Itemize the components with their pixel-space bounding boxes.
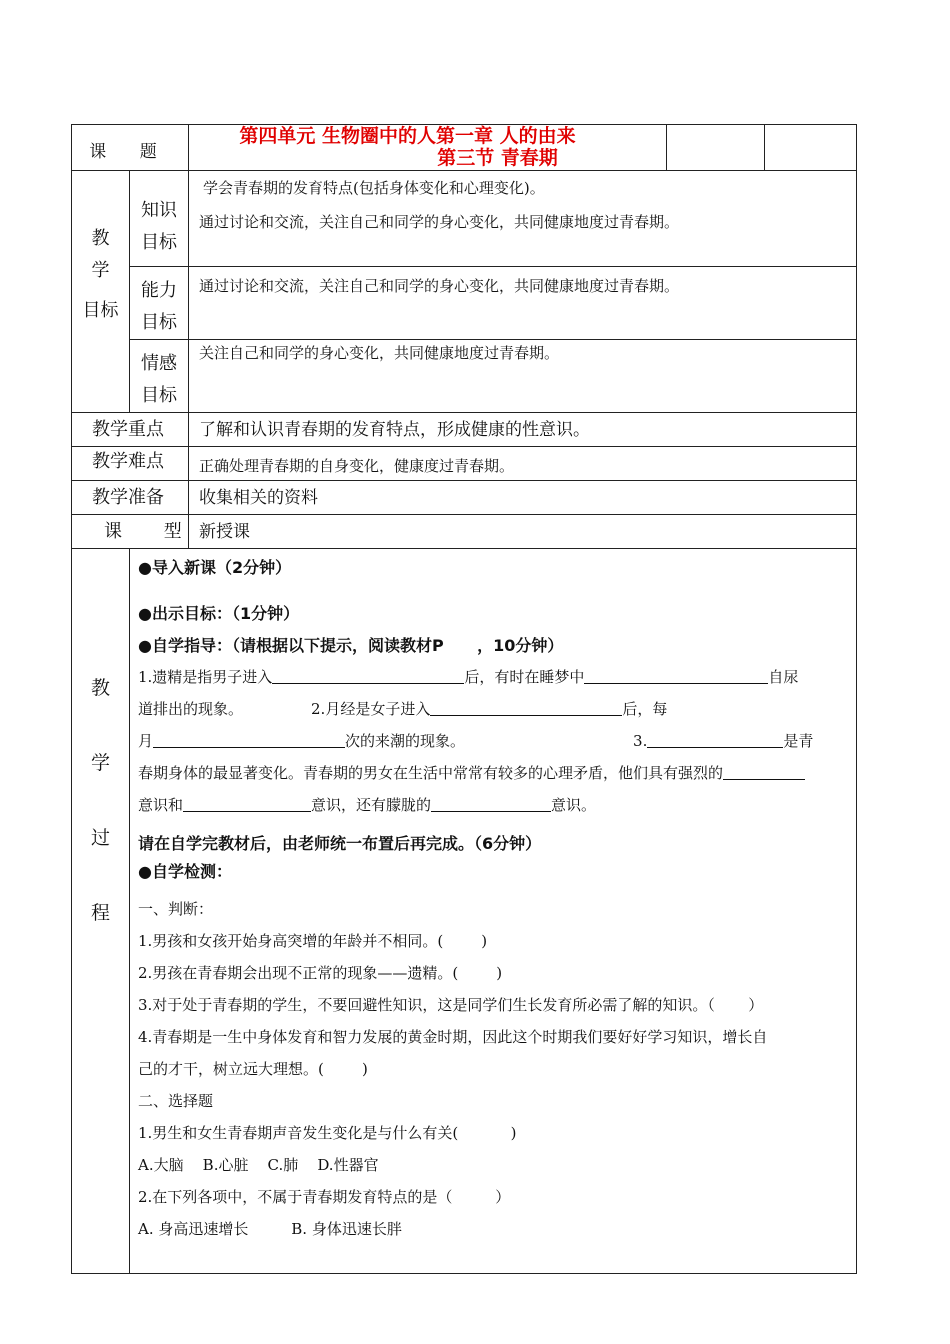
key-point-row [72, 413, 857, 447]
difficulty-row [72, 447, 857, 481]
knowledge-text [189, 171, 857, 267]
q1-part-b: 后，有时在睡梦中 [464, 668, 585, 686]
question-3-3 [138, 789, 848, 821]
q3-blank-1[interactable] [647, 729, 783, 748]
lesson-type-label: 课 型 [72, 515, 189, 549]
knowledge-row [72, 171, 857, 267]
q2-part-b: 后，每 [622, 700, 668, 718]
lesson-plan-table [71, 124, 857, 1274]
q2-blank-1[interactable] [430, 697, 622, 716]
process-label-1: 教 [90, 677, 110, 699]
difficulty-label: 教学难点 [72, 447, 189, 481]
judge-item-1: 1.男孩和女孩开始身高突增的年龄并不相同。( ) [138, 932, 488, 950]
ability-label-1: 能力 [141, 280, 177, 301]
goals-heading: ●出示目标：（1分钟） [138, 604, 300, 623]
lesson-title-line1: 第四单元 生物圈中的人第一章 人的由来 [239, 125, 576, 147]
q3-part-b: 是青 [783, 732, 814, 750]
choice-title: 二、选择题 [138, 1092, 214, 1110]
process-label-3: 过 [90, 827, 110, 849]
instruction-heading: 请在自学完教材后，由老师统一布置后再完成。（6分钟） [138, 834, 542, 853]
q3-blank-3[interactable] [183, 793, 311, 812]
intro-heading: ●导入新课（2分钟） [138, 558, 292, 577]
preparation-label: 教学准备 [72, 481, 189, 515]
title-row [72, 125, 857, 171]
key-point-text: 了解和认识青春期的发育特点，形成健康的性意识。 [189, 413, 857, 447]
title-extra-cell-2 [765, 125, 857, 171]
title-extra-cell-1 [667, 125, 765, 171]
judge-item-2: 2.男孩在青春期会出现不正常的现象——遗精。( ) [138, 964, 503, 982]
question-1-2 [138, 693, 848, 725]
emotion-text: 关注自己和同学的身心变化，共同健康地度过青春期。 [189, 340, 857, 413]
ability-label [130, 267, 189, 340]
judge-item-3: 3.对于处于青春期的学生，不要回避性知识，这是同学们生长发育所必需了解的知识。（ ） [138, 996, 764, 1014]
q3-blank-2[interactable] [723, 761, 805, 780]
emotion-label [130, 340, 189, 413]
preparation-row [72, 481, 857, 515]
q3-part-c: 春期身体的最显著变化。青春期的男女在生活中常常有较多的心理矛盾，他们具有强烈的 [138, 764, 724, 782]
q2-part-c: 月 [138, 732, 154, 750]
objectives-label-1: 教 [91, 228, 110, 249]
q3-blank-4[interactable] [431, 793, 551, 812]
process-label [72, 549, 130, 1274]
difficulty-text: 正确处理青春期的自身变化，健康度过青春期。 [189, 447, 857, 481]
objectives-group-label [72, 171, 130, 413]
objectives-label-2: 学 [91, 260, 110, 281]
choice-item-2-options: A. 身高迅速增长 B. 身体迅速长胖 [138, 1220, 402, 1238]
knowledge-label [130, 171, 189, 267]
q2-part-d: 次的来潮的现象。 [345, 732, 466, 750]
judge-item-4b: 己的才干，树立远大理想。( ) [138, 1060, 368, 1078]
question-3-2 [138, 757, 848, 789]
q2-blank-2[interactable] [153, 729, 345, 748]
process-row [72, 549, 857, 1274]
ability-row [72, 267, 857, 340]
ability-text: 通过讨论和交流，关注自己和同学的身心变化，共同健康地度过青春期。 [189, 267, 857, 340]
q1-blank-1[interactable] [272, 665, 464, 684]
judge-item-4a: 4.青春期是一生中身体发育和智力发展的黄金时期，因此这个时期我们要好好学习知识，增长自 [138, 1028, 768, 1046]
knowledge-label-1: 知识 [141, 200, 177, 221]
q1-blank-2[interactable] [584, 665, 768, 684]
choice-item-1-options: A.大脑 B.心脏 C.肺 D.性器官 [138, 1156, 379, 1174]
preparation-text: 收集相关的资料 [189, 481, 857, 515]
q1-part-c: 自尿 [768, 668, 799, 686]
knowledge-text-2: 通过讨论和交流，关注自己和同学的身心变化，共同健康地度过青春期。 [199, 213, 680, 231]
emotion-label-1: 情感 [141, 353, 177, 374]
q2-part-a: 2.月经是女子进入 [311, 700, 431, 718]
q3-part-a: 3. [633, 732, 648, 750]
q3-part-e: 意识，还有朦胧的 [311, 796, 432, 814]
judge-title: 一、判断： [138, 900, 214, 918]
choice-item-2: 2.在下列各项中，不属于青春期发育特点的是（ ） [138, 1188, 511, 1206]
process-label-2: 学 [90, 752, 110, 774]
emotion-label-2: 目标 [141, 385, 177, 406]
lesson-title [189, 125, 667, 171]
self-check-heading: ●自学检测： [138, 862, 232, 881]
lesson-type-row [72, 515, 857, 549]
knowledge-text-1: 学会青春期的发育特点(包括身体变化和心理变化)。 [203, 179, 545, 197]
key-point-label: 教学重点 [72, 413, 189, 447]
lesson-type-text: 新授课 [189, 515, 857, 549]
emotion-row [72, 340, 857, 413]
q1-part-d: 道排出的现象。 [138, 700, 244, 718]
choice-item-1: 1.男生和女生青春期声音发生变化是与什么有关( ) [138, 1124, 517, 1142]
title-label: 课 题 [72, 125, 189, 171]
process-content [130, 549, 857, 1274]
q3-part-d: 意识和 [138, 796, 184, 814]
question-1 [138, 661, 848, 693]
question-2-3 [138, 725, 848, 757]
knowledge-label-2: 目标 [141, 232, 177, 253]
q1-part-a: 1.遗精是指男子进入 [138, 668, 273, 686]
guide-heading: ●自学指导：（请根据以下提示，阅读教材P ，10分钟） [138, 636, 564, 655]
lesson-title-line2: 第三节 青春期 [437, 147, 558, 169]
process-label-4: 程 [90, 902, 110, 924]
objectives-label-3: 目标 [82, 300, 119, 321]
ability-label-2: 目标 [141, 312, 177, 333]
q3-part-f: 意识。 [551, 796, 597, 814]
